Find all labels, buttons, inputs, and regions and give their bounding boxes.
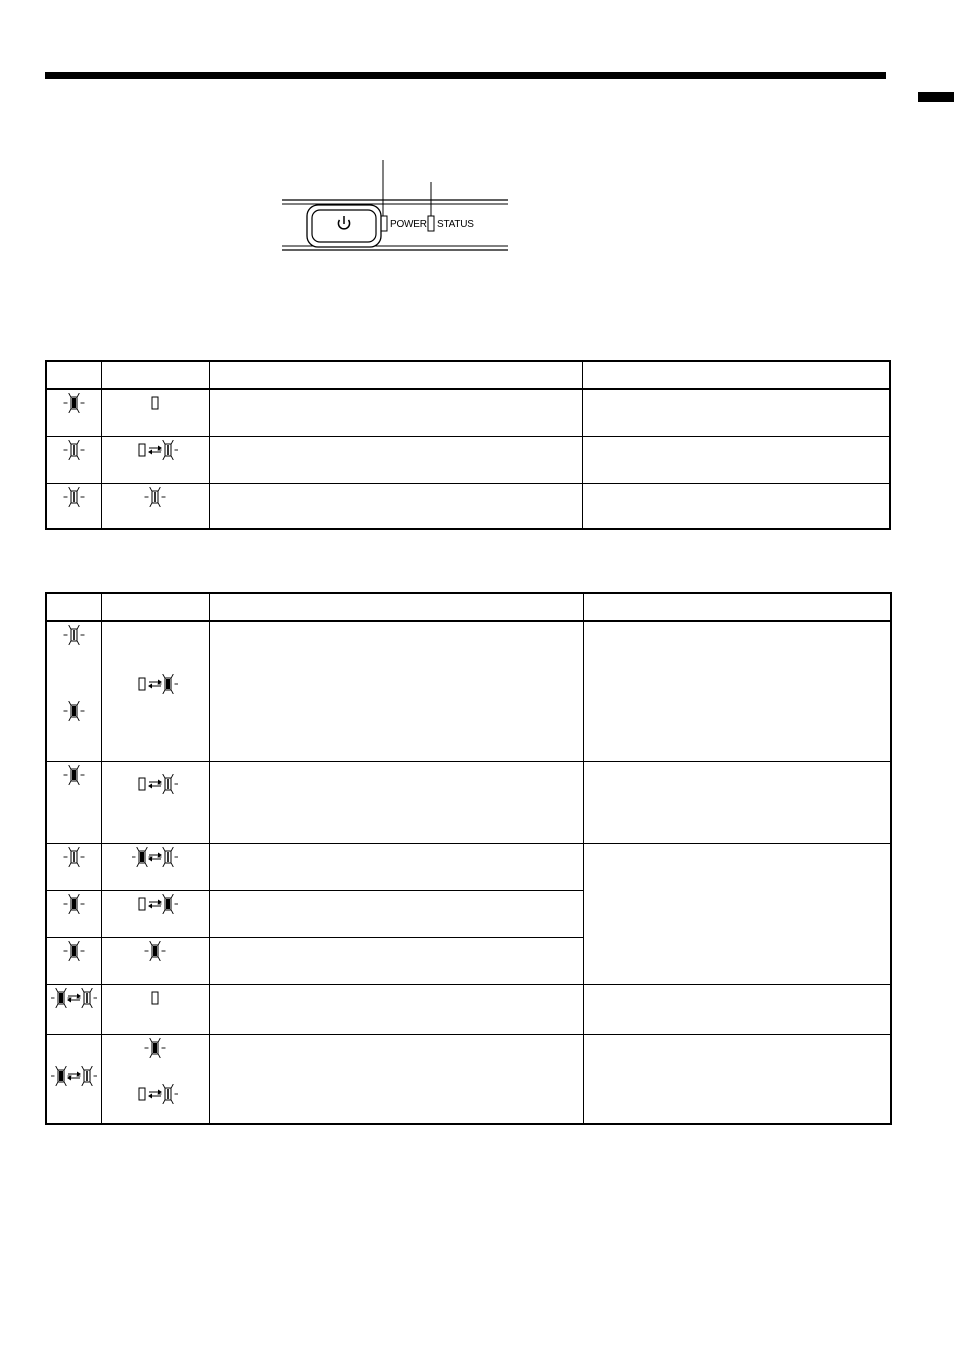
led-off-alternating-blink-icon [132, 440, 178, 460]
table-row [46, 621, 891, 761]
status-cell [101, 1034, 209, 1124]
condition-cell [209, 937, 583, 984]
table-row [46, 389, 890, 436]
led-off-icon [143, 988, 167, 1008]
remedy-cell [583, 984, 891, 1034]
status-cell [101, 621, 209, 761]
table-row [46, 761, 891, 843]
power-cell [46, 436, 101, 483]
condition-cell [209, 436, 582, 483]
table-row [46, 436, 890, 483]
header-cell-remedy [583, 593, 891, 621]
led-on-alternating-blink-icon [132, 847, 178, 867]
header-cell-status [101, 361, 209, 389]
remedy-cell [583, 761, 891, 843]
power-cell [46, 1034, 101, 1124]
power-cell [46, 890, 101, 937]
condition-cell [209, 843, 583, 890]
power-button[interactable] [306, 204, 382, 248]
condition-cell [209, 984, 583, 1034]
remedy-cell [583, 621, 891, 761]
header-rule [45, 72, 886, 79]
status-cell [101, 483, 209, 529]
header-cell-power [46, 361, 101, 389]
header-cell-condition [209, 593, 583, 621]
led-blink-icon [62, 625, 86, 645]
condition-cell [209, 1034, 583, 1124]
status-cell [101, 890, 209, 937]
remedy-cell [582, 389, 890, 436]
led-blink-icon [143, 487, 167, 507]
indicator-table-error [45, 592, 892, 1125]
led-on-icon [62, 765, 86, 785]
power-led-label: POWER [390, 219, 427, 230]
led-off-alternating-blink-icon [132, 1084, 178, 1104]
led-on-alternating-blink-icon [51, 1066, 97, 1086]
status-led-label: STATUS [437, 219, 474, 230]
table-row [46, 483, 890, 529]
status-cell [101, 984, 209, 1034]
led-on-icon [143, 1038, 167, 1058]
header-cell-condition [209, 361, 582, 389]
led-blink-icon [62, 440, 86, 460]
led-on-icon [62, 393, 86, 413]
led-blink-icon [62, 487, 86, 507]
remedy-cell [582, 436, 890, 483]
status-cell [101, 843, 209, 890]
section-tab-marker [918, 92, 954, 102]
status-cell [101, 436, 209, 483]
led-on-icon [62, 701, 86, 721]
power-cell [46, 984, 101, 1034]
led-on-icon [143, 941, 167, 961]
status-cell [101, 761, 209, 843]
table-row [46, 1034, 891, 1124]
led-blink-icon [62, 847, 86, 867]
led-on-icon [62, 941, 86, 961]
status-cell [101, 937, 209, 984]
indicator-table-normal [45, 360, 891, 530]
power-cell [46, 483, 101, 529]
table-row [46, 984, 891, 1034]
power-cell [46, 843, 101, 890]
condition-cell [209, 389, 582, 436]
condition-cell [209, 621, 583, 761]
led-off-alternating-blink-icon [132, 774, 178, 794]
power-cell [46, 761, 101, 843]
status-cell [101, 389, 209, 436]
led-off-icon [143, 393, 167, 413]
power-cell [46, 389, 101, 436]
led-off-alternating-on-icon [132, 894, 178, 914]
condition-cell [209, 483, 582, 529]
led-on-icon [62, 894, 86, 914]
table-header-row [46, 593, 891, 621]
condition-cell [209, 761, 583, 843]
remedy-cell [583, 1034, 891, 1124]
led-off-alternating-on-icon [132, 674, 178, 694]
table-row [46, 843, 891, 890]
table-header-row [46, 361, 890, 389]
led-on-alternating-blink-icon [51, 988, 97, 1008]
power-cell [46, 937, 101, 984]
power-cell [46, 621, 101, 761]
remedy-cell [582, 483, 890, 529]
control-panel-diagram [282, 160, 510, 256]
header-cell-remedy [582, 361, 890, 389]
header-cell-power [46, 593, 101, 621]
condition-cell [209, 890, 583, 937]
header-cell-status [101, 593, 209, 621]
remedy-cell [583, 843, 891, 984]
